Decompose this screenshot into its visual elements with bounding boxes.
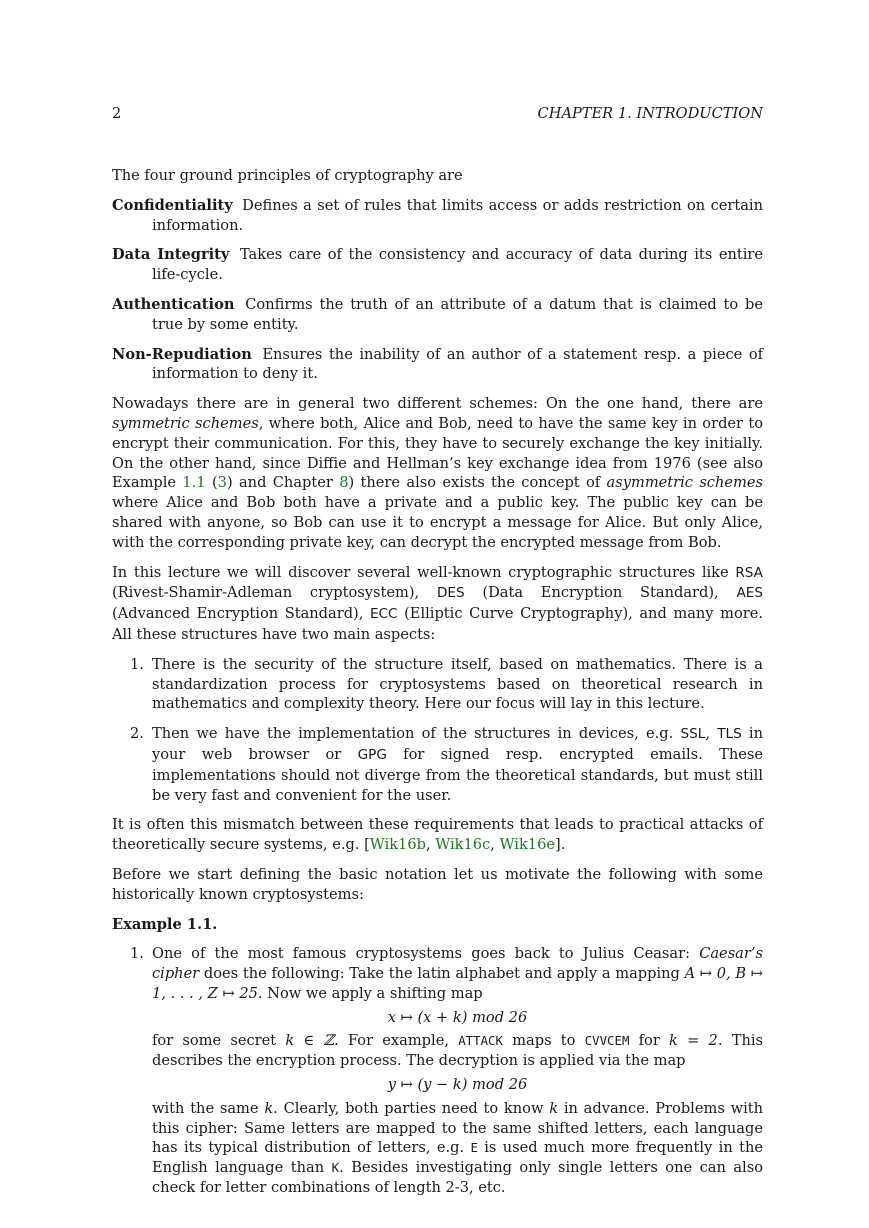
- definition-confidentiality: [112, 196, 763, 236]
- definition-text: Defines a set of rules that limits access or adds restriction on certain information.: [152, 196, 763, 234]
- running-title: CHAPTER 1. INTRODUCTION: [537, 105, 763, 122]
- code-cvvcem: CVVCEM: [584, 1033, 630, 1049]
- ref-example-item-3[interactable]: 3: [217, 474, 227, 492]
- code-letter-e: E: [470, 1140, 478, 1156]
- list-item: 2. Then we have the implementation of the structures in devices, e.g. SSL, TLS in your web browser or GPG for signed resp. encrypted emails. These implementations should not diverge from the theoretical standards, but must still be very fast and convenient for the user.: [130, 725, 763, 804]
- example-list: [112, 944, 763, 1198]
- definition-text: Confirms the truth of an attribute of a datum that is claimed to be true by some entity.: [152, 295, 763, 333]
- list-number: 1.: [130, 655, 144, 673]
- list-number: 2.: [130, 725, 144, 743]
- aspects-list: [112, 655, 763, 806]
- math-k-in-z: k ∈ ℤ: [285, 1032, 335, 1050]
- acronym-tls: TLS: [717, 726, 742, 743]
- acronym-gpg: GPG: [357, 746, 387, 763]
- motivation-paragraph: Before we start defining the basic notation let us motivate the following with some historically known cryptosystems:: [112, 865, 763, 903]
- definition-term: Confidentiality: [112, 196, 233, 214]
- citation-wik16e[interactable]: Wik16e: [499, 836, 555, 854]
- definition-text: Takes care of the consistency and accuracy of data during its entire life-cycle.: [152, 246, 763, 284]
- acronym-des: DES: [436, 585, 465, 602]
- math-k-equals-2: k = 2: [669, 1032, 718, 1050]
- acronym-ssl: SSL: [680, 726, 706, 743]
- ref-example-1-1[interactable]: 1.1: [182, 474, 206, 492]
- list-item: 1. One of the most famous cryptosystems goes back to Julius Ceasar: Caesar’s cipher does the following: Take the latin alphabet and apply a mapping A ↦ 0, B ↦ 1, . . . , Z ↦ 25. Now we apply a shifting map x ↦ (x + k) mod 26 for some secret k ∈ ℤ. For example, ATTACK maps to CVVCEM for k = 2. This describes the encryption process. The decryption is applied via the map y ↦ (y − k) mod 26 with the same k. Clearly, both parties need to know k in advance. Problems with this cipher: Same letters are mapped to the same shifted letters, each language has its typical distribution of letters, e.g. E is used much more frequently in the English language than K. Besides investigating only single letters one can also check for letter combinations of length 2-3, etc.: [130, 945, 764, 1197]
- equation-encryption: x ↦ (x + k) mod 26: [387, 1008, 528, 1026]
- citation-wik16c[interactable]: Wik16c: [435, 836, 491, 854]
- definition-term: Authentication: [112, 295, 235, 313]
- schemes-paragraph: Nowadays there are in general two different schemes: On the one hand, there are symmetric schemes, where both, Alice and Bob, need to have the same key in order to encrypt their communication. For this, they have to securely exchange the key initially. On the other hand, since Diffie and Hellman’s key exchange idea from 1976 (see also Example 1.1 (3) and Chapter 8) there also exists the concept of asymmetric schemes where Alice and Bob both have a private and a public key. The public key can be shared with anyone, so Bob can use it to encrypt a message for Alice. But only Alice, with the corresponding private key, can decrypt the encrypted message from Bob.: [112, 395, 763, 551]
- list-number: 1.: [130, 945, 144, 963]
- structures-paragraph: In this lecture we will discover several well-known cryptographic structures like RSA (Rivest-Shamir-Adleman cryptosystem), DES (Data Encryption Standard), AES (Advanced Encryption Standard), ECC (Elliptic Curve Cryptography), and many more. All these structures have two main aspects:: [112, 563, 763, 643]
- page-number: 2: [112, 105, 122, 122]
- definition-term: Non-Repudiation: [112, 345, 252, 363]
- definition-term: Data Integrity: [112, 246, 230, 264]
- definition-data-integrity: [112, 245, 763, 285]
- citation-wik16b[interactable]: Wik16b: [369, 836, 426, 854]
- intro-paragraph: The four ground principles of cryptography are: [112, 167, 463, 184]
- equation-decryption: y ↦ (y − k) mod 26: [387, 1076, 528, 1094]
- math-k: k: [549, 1099, 559, 1117]
- acronym-rsa: RSA: [735, 564, 763, 581]
- emphasis-caesar-cipher: Caesar’s cipher: [152, 945, 763, 983]
- emphasis-symmetric: symmetric schemes: [112, 414, 259, 432]
- list-item: 1. There is the security of the structure itself, based on mathematics. There is a standardization process for cryptosystems based on theoretical research in mathematics and complexity theory. Here our focus will lay in this lecture.: [130, 655, 763, 713]
- definition-authentication: [112, 295, 763, 335]
- definition-text: Ensures the inability of an author of a statement resp. a piece of information to deny it.: [152, 345, 764, 383]
- math-mapping: A ↦ 0, B ↦ 1, . . . , Z ↦ 25: [152, 965, 763, 1002]
- code-attack: ATTACK: [458, 1033, 503, 1049]
- acronym-ecc: ECC: [369, 606, 398, 623]
- mismatch-paragraph: It is often this mismatch between these requirements that leads to practical attacks of theoretically secure systems, e.g. [Wik16b, Wik16c, Wik16e].: [112, 816, 763, 854]
- code-letter-k: K: [331, 1160, 340, 1176]
- ref-chapter-8[interactable]: 8: [339, 474, 349, 492]
- acronym-aes: AES: [736, 585, 763, 602]
- example-title: Example 1.1.: [112, 915, 218, 933]
- math-k: k: [264, 1099, 274, 1117]
- definition-non-repudiation: [112, 345, 763, 385]
- page: [112, 100, 763, 1198]
- running-header: [112, 100, 763, 126]
- emphasis-asymmetric: asymmetric schemes: [606, 474, 763, 492]
